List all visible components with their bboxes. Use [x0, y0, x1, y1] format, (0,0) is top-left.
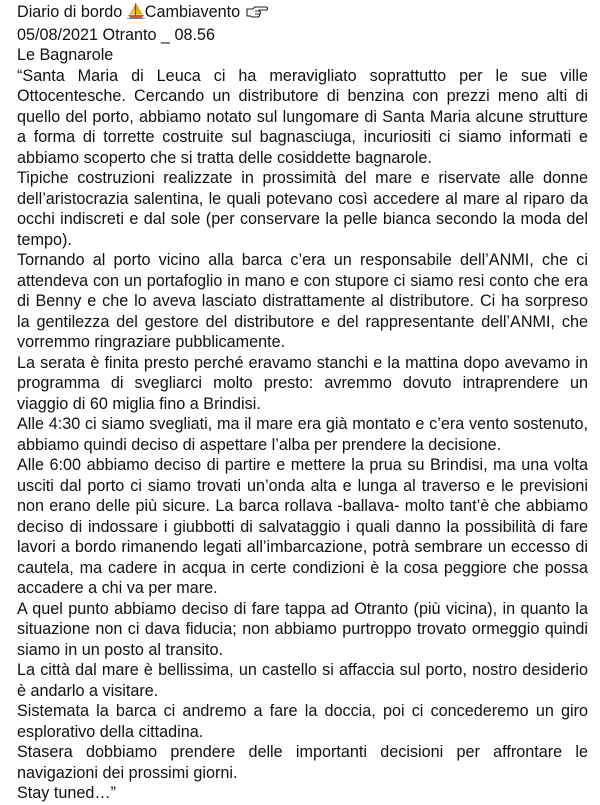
body-paragraph-1: “Santa Maria di Leuca ci ha meravigliato soprattutto per le sue ville Ottocentesche. Cercando un distributore di benzina con prezzi meno alti di quello del porto, abbiamo notato sul lungomare di Santa Maria alcune strutture a forma di torrette costruite sul bagnasciuga, incuriositi ci siamo informati e abbiamo scoperto che si tratta delle cosiddette bagnarole. — [17, 66, 588, 167]
body-paragraph-2: Tipiche costruzioni realizzate in prossimità del mare e riservate alle donne dell’aristocrazia salentina, le quali potevano così accedere al mare al riparo da occhi indiscreti e dal sole (per conservare la pelle bianca secondo la moda del tempo). — [17, 169, 588, 249]
backhand-index-pointing-right-icon — [245, 4, 268, 25]
body-paragraph-10: Stasera dobbiamo prendere delle importanti decisioni per affrontare le navigazioni dei prossimi giorni. — [17, 743, 588, 782]
body-paragraph-5: Alle 4:30 ci siamo svegliati, ma il mare era già montato e c’era vento sostenuto, abbiamo quindi deciso di aspettare l’alba per prendere la decisione. — [17, 415, 588, 454]
entry-date-place-time: 05/08/2021 Otranto _ 08.56 — [17, 25, 216, 44]
diary-entry — [17, 2, 588, 804]
diary-title: Diario di bordo — [17, 3, 123, 21]
body-paragraph-9: Sistemata la barca ci andremo a fare la doccia, poi ci concederemo un giro esplorativo della cittadina. — [17, 702, 588, 741]
body-paragraph-8: La città dal mare è bellissima, un castello si affaccia sul porto, nostro desiderio è andarlo a visitare. — [17, 661, 588, 700]
sailboat-icon — [127, 3, 145, 25]
body-paragraph-7: A quel punto abbiamo deciso di fare tappa ad Otranto (più vicina), in quanto la situazione non ci dava fiducia; non abbiamo purtroppo trovato ormeggio quindi siamo in un posto al transito. — [17, 599, 588, 659]
boat-name: Cambiavento — [144, 3, 241, 21]
diary-header — [17, 2, 588, 25]
sign-off: Stay tuned…” — [17, 784, 116, 802]
body-paragraph-3: Tornando al porto vicino alla barca c’era un responsabile dell’ANMI, che ci attendeva con un portafoglio in mano e con stupore ci siamo resi conto che era di Benny e che lo aveva lasciato distrattamente al distributore. Ci ha sorpreso la gentilezza del gestore del distributore e del rappresentante dell’ANMI, che vorremmo ringraziare pubblicamente. — [17, 251, 588, 351]
body-paragraph-4: La serata è finita presto perché eravamo stanchi e la mattina dopo avevamo in programma di svegliarci molto presto: avremmo dovuto intraprendere un viaggio di 60 miglia fino a Brindisi. — [17, 353, 588, 413]
body-paragraph-6: Alle 6:00 abbiamo deciso di partire e mettere la prua su Brindisi, ma una volta usciti dal porto ci siamo trovati un’onda alta e lunga al traverso e le previsioni non erano delle più sicure. La barca rollava -ballava- molto tant’è che abbiamo deciso di indossare i giubbotti di salvataggio i quali danno la possibilità di fare lavori a bordo rimanendo legati all’imbarcazione, potrà sembrare un eccesso di cautela, ma cadere in acqua in certe condizioni è la cosa peggiore che possa accadere a chi va per mare. — [17, 456, 588, 597]
entry-subject: Le Bagnarole — [17, 46, 114, 64]
